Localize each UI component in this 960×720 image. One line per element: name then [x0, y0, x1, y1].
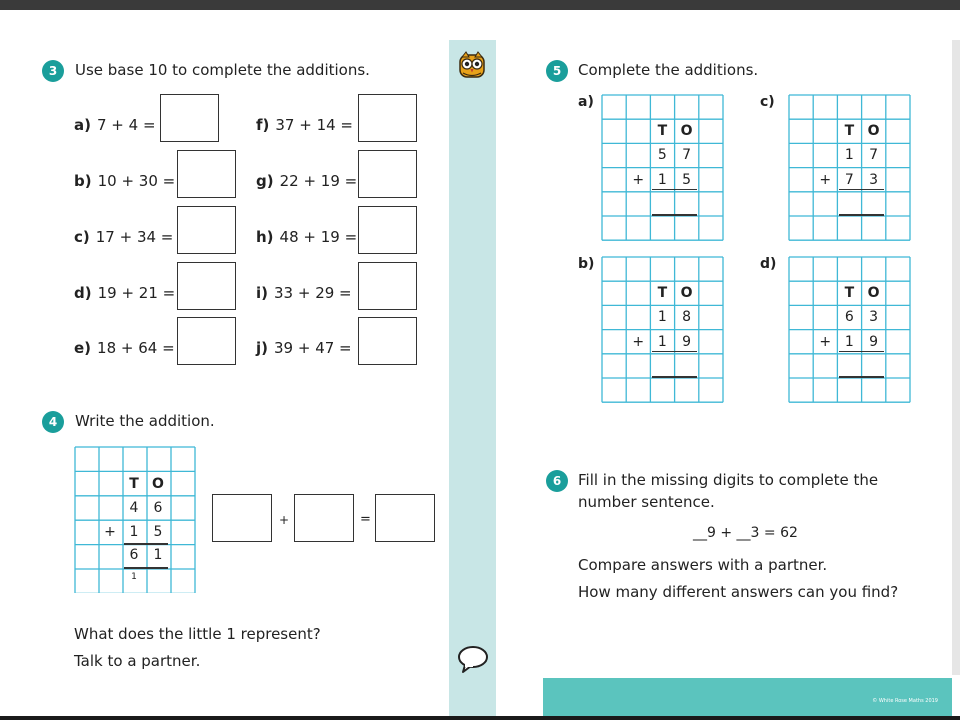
q3-answer-box[interactable] [358, 150, 417, 198]
q5-row2-ones: 3 [869, 171, 879, 188]
q3-item [256, 116, 353, 134]
q3-item [74, 284, 175, 302]
q6-instruction-line2: number sentence. [578, 493, 715, 511]
speech-bubble-icon [456, 644, 490, 674]
q6-number-sentence: __9 + __3 = 62 [693, 525, 798, 541]
question-number-4: 4 [42, 411, 64, 433]
q4-place-value-grid [74, 446, 196, 593]
q4-addend-box-2[interactable] [294, 494, 354, 542]
q4-sum-line-top [124, 543, 168, 545]
q5-grid-label: b) [578, 256, 595, 272]
q5-instruction: Complete the additions. [578, 61, 759, 79]
q4-addend-box-1[interactable] [212, 494, 272, 542]
q5-row2-tens: 1 [657, 333, 667, 350]
q5-ones-header: O [867, 285, 880, 302]
q3-item-expression: 18 + 64 = [97, 339, 175, 357]
q4-row2-tens: 1 [129, 524, 139, 540]
q3-item [74, 339, 175, 357]
q3-item-label: h) [256, 228, 274, 246]
q3-answer-box[interactable] [358, 206, 417, 254]
question-number-3: 3 [42, 60, 64, 82]
q3-item [74, 116, 156, 134]
q3-item-expression: 39 + 47 = [274, 339, 352, 357]
q5-ones-header: O [867, 123, 880, 140]
q5-tens-header: T [844, 123, 855, 140]
q3-answer-box[interactable] [358, 262, 417, 310]
q5-row1-tens: 6 [844, 309, 854, 326]
q5-row1-tens: 1 [844, 147, 854, 164]
q5-place-value-grid [788, 256, 912, 404]
q3-item-label: a) [74, 116, 91, 134]
q5-ones-header: O [680, 123, 693, 140]
q6-question: How many different answers can you find? [578, 583, 899, 601]
q3-item-label: d) [74, 284, 92, 302]
q3-item-label: e) [74, 339, 92, 357]
window-bottom-bar [0, 716, 960, 720]
q3-item [256, 284, 352, 302]
q4-prompt: Talk to a partner. [74, 652, 201, 670]
q3-item [74, 172, 175, 190]
page-edge [952, 40, 960, 675]
q5-plus-sign: + [632, 171, 645, 188]
q6-compare: Compare answers with a partner. [578, 556, 828, 574]
q4-equals-sign: = [360, 512, 371, 527]
q5-answer-line [652, 214, 696, 216]
q5-place-value-grid [601, 256, 725, 404]
q5-ones-header: O [680, 285, 693, 302]
q3-answer-box[interactable] [358, 94, 417, 142]
q3-item [74, 228, 173, 246]
q5-row1-ones: 8 [682, 309, 692, 326]
q5-place-value-grid [601, 94, 725, 242]
q5-row2-ones: 9 [869, 333, 879, 350]
owl-mascot-icon [457, 51, 487, 81]
q4-ones-header: O [152, 476, 164, 492]
q5-answer-line [652, 376, 696, 378]
q5-tens-header: T [657, 285, 668, 302]
q4-result-ones: 1 [153, 547, 163, 563]
q5-row2-tens: 1 [657, 171, 667, 188]
q3-item-label: f) [256, 116, 270, 134]
q4-question: What does the little 1 represent? [74, 625, 321, 643]
q3-answer-box[interactable] [177, 262, 236, 310]
q3-item-expression: 48 + 19 = [279, 228, 358, 246]
q3-item-expression: 37 + 14 = [275, 116, 354, 134]
q4-sum-box[interactable] [375, 494, 435, 542]
q5-tens-header: T [657, 123, 668, 140]
q5-grid-label: c) [760, 94, 775, 110]
q5-sum-line [652, 189, 696, 191]
q3-item-expression: 22 + 19 = [279, 172, 358, 190]
q4-row2-ones: 5 [153, 524, 163, 540]
q3-instruction: Use base 10 to complete the additions. [75, 61, 370, 79]
q4-instruction: Write the addition. [75, 412, 215, 430]
q3-item-expression: 19 + 21 = [97, 284, 176, 302]
footer-band [543, 678, 952, 716]
q5-plus-sign: + [632, 333, 645, 350]
q3-item-label: i) [256, 284, 268, 302]
q3-item-label: c) [74, 228, 90, 246]
q4-plus-sign: + [104, 524, 116, 540]
q5-place-value-grid [788, 94, 912, 242]
q5-plus-sign: + [819, 171, 832, 188]
q4-result-tens: 6 [129, 547, 139, 563]
q3-answer-box[interactable] [177, 317, 236, 365]
q5-row1-tens: 5 [657, 147, 667, 164]
q4-row1-tens: 4 [129, 500, 139, 516]
q3-item-label: j) [256, 339, 268, 357]
q5-tens-header: T [844, 285, 855, 302]
page-spine [449, 40, 496, 716]
q5-row1-ones: 7 [869, 147, 879, 164]
q5-row2-ones: 9 [682, 333, 692, 350]
q5-sum-line [839, 189, 883, 191]
window-top-bar [0, 0, 960, 10]
q3-answer-box[interactable] [177, 206, 236, 254]
q5-plus-sign: + [819, 333, 832, 350]
q3-answer-box[interactable] [160, 94, 219, 142]
q3-item-expression: 17 + 34 = [95, 228, 174, 246]
q5-row1-ones: 3 [869, 309, 879, 326]
q5-row1-ones: 7 [682, 147, 692, 164]
q3-item-expression: 33 + 29 = [274, 284, 352, 302]
question-number-5: 5 [546, 60, 568, 82]
q3-item [256, 339, 352, 357]
q3-item-expression: 7 + 4 = [96, 116, 156, 134]
question-number-6: 6 [546, 470, 568, 492]
q3-item-label: g) [256, 172, 274, 190]
q4-carry-digit: 1 [131, 572, 137, 582]
q3-item-label: b) [74, 172, 92, 190]
q5-grid-label: a) [578, 94, 594, 110]
q5-row1-tens: 1 [657, 309, 667, 326]
q3-answer-box[interactable] [358, 317, 417, 365]
q5-grid-label: d) [760, 256, 777, 272]
q3-answer-box[interactable] [177, 150, 236, 198]
q6-instruction-line1: Fill in the missing digits to complete the [578, 471, 879, 489]
q5-sum-line [652, 351, 696, 353]
q5-row2-ones: 5 [682, 171, 692, 188]
q5-sum-line [839, 351, 883, 353]
q5-answer-line [839, 214, 883, 216]
q4-tens-header: T [129, 476, 139, 492]
q5-row2-tens: 1 [844, 333, 854, 350]
q5-answer-line [839, 376, 883, 378]
q4-plus-sign-inline: + [279, 513, 290, 527]
copyright-text: © White Rose Maths 2019 [872, 698, 938, 704]
q5-row2-tens: 7 [844, 171, 854, 188]
q4-sum-line-bottom [124, 567, 168, 569]
q3-item [256, 228, 357, 246]
q3-item-expression: 10 + 30 = [97, 172, 176, 190]
q4-row1-ones: 6 [153, 500, 163, 516]
q3-item [256, 172, 357, 190]
